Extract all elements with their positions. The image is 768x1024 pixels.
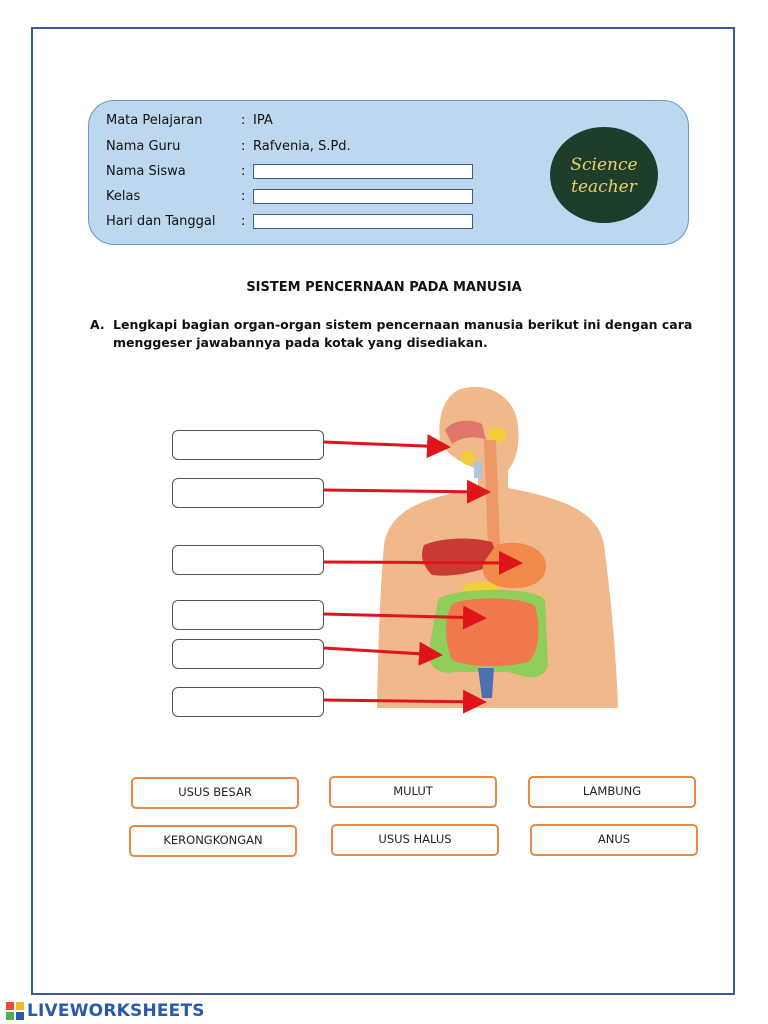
badge-text: teacher (571, 177, 637, 197)
answer-mulut[interactable]: MULUT (329, 776, 497, 808)
drop-box-small-intestine[interactable] (172, 600, 324, 630)
info-colon: : (241, 213, 246, 229)
answer-anus[interactable]: ANUS (530, 824, 698, 856)
worksheet-title: SISTEM PENCERNAAN PADA MANUSIA (246, 280, 522, 295)
drop-box-anus[interactable] (172, 687, 324, 717)
info-colon: : (241, 188, 246, 204)
salivary-gland (488, 428, 506, 442)
arrow (324, 700, 484, 702)
teacher-value: Rafvenia, S.Pd. (253, 138, 351, 154)
trachea (474, 462, 482, 478)
instruction-number: A. (90, 317, 105, 332)
info-label: Hari dan Tanggal (106, 213, 216, 229)
subject-value: IPA (253, 112, 273, 128)
answer-lambung[interactable]: LAMBUNG (528, 776, 696, 808)
drop-box-mouth[interactable] (172, 430, 324, 460)
arrow (324, 442, 448, 447)
info-label: Nama Siswa (106, 163, 186, 179)
liveworksheets-logo-icon (6, 1002, 24, 1020)
answer-usus-besar[interactable]: USUS BESAR (131, 777, 299, 809)
info-colon: : (241, 138, 246, 154)
arrow (324, 562, 520, 563)
salivary-gland (461, 451, 475, 465)
drop-box-large-intestine[interactable] (172, 639, 324, 669)
small-intestine (446, 598, 539, 666)
footer-logo (6, 1001, 205, 1021)
info-colon: : (241, 163, 246, 179)
answer-usus-halus[interactable]: USUS HALUS (331, 824, 499, 856)
info-label: Nama Guru (106, 138, 181, 154)
info-label: Mata Pelajaran (106, 112, 203, 128)
instruction-text: Lengkapi bagian organ-organ sistem pencernaan manusia berikut ini dengan cara menggeser jawabannya pada kotak yang disediakan. (113, 317, 693, 350)
drop-box-esophagus[interactable] (172, 478, 324, 508)
footer-brand: LIVEWORKSHEETS (27, 1001, 205, 1021)
answer-kerongkongan[interactable]: KERONGKONGAN (129, 825, 297, 857)
info-label: Kelas (106, 188, 141, 204)
drop-box-stomach[interactable] (172, 545, 324, 575)
info-colon: : (241, 112, 246, 128)
badge-text: Science (570, 155, 638, 175)
arrow (324, 490, 488, 492)
